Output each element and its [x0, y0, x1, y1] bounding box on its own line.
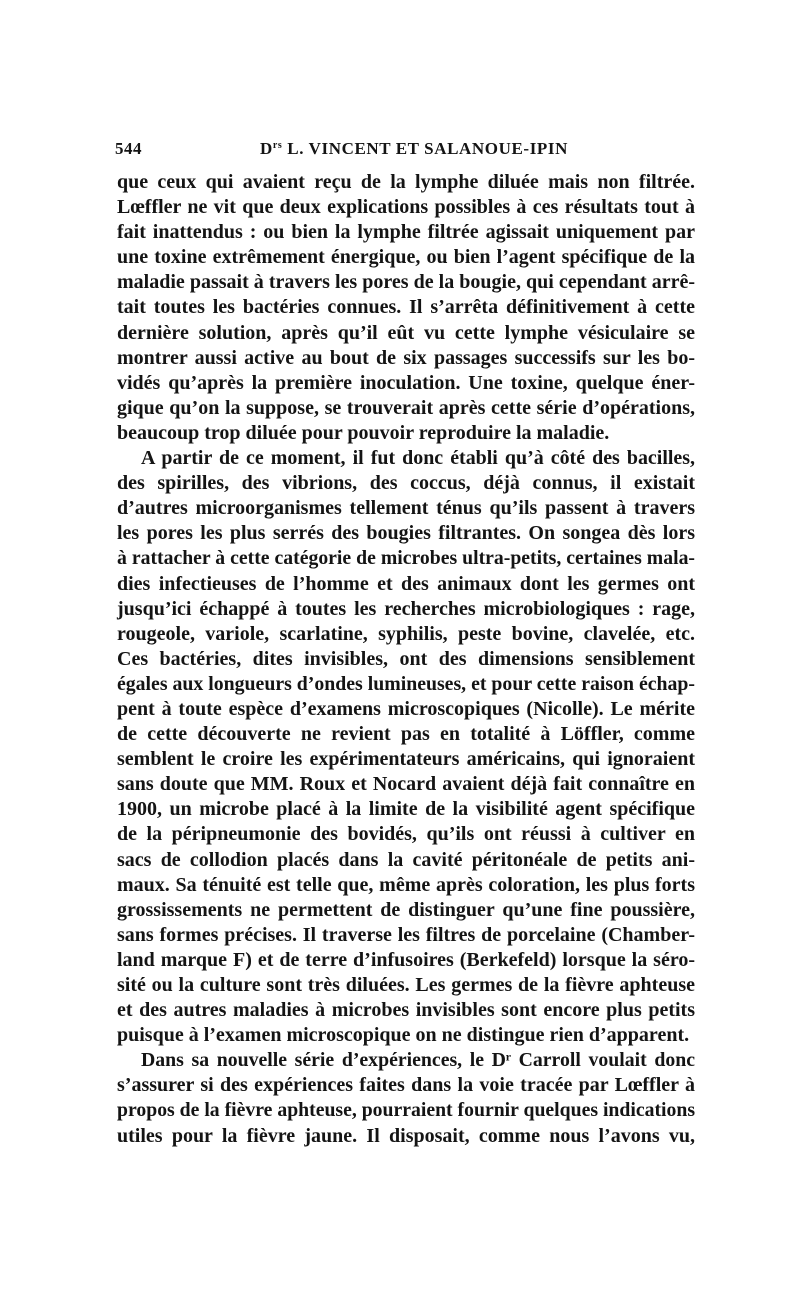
- text-line: les pores les plus serrés des bougies filtrantes. On songea dès lors: [117, 522, 695, 545]
- page-number: 544: [115, 139, 142, 158]
- text-line: puisque à l’examen microscopique on ne distingue rien d’apparent.: [117, 1024, 690, 1047]
- running-title-prefix: D: [260, 139, 273, 158]
- text-line: fait inattendus : ou bien la lymphe filtrée agissait uniquement par: [117, 221, 695, 244]
- text-line: utiles pour la fièvre jaune. Il disposait, comme nous l’avons vu,: [117, 1124, 695, 1147]
- text-line: égales aux longueurs d’ondes lumineuses, et pour cette raison échap-: [117, 672, 695, 695]
- text-line: Lœffler ne vit que deux explications possibles à ces résultats tout à: [117, 196, 695, 219]
- text-line: beaucoup trop diluée pour pouvoir reproduire la maladie.: [117, 421, 610, 444]
- running-title-superscript: rs: [272, 140, 283, 151]
- text-line: de la péripneumonie des bovidés, qu’ils ont réussi à cultiver en: [117, 823, 695, 846]
- text-line: de cette découverte ne revient pas en totalité à Löffler, comme: [117, 723, 695, 746]
- text-line: gique qu’on la suppose, se trouverait après cette série d’opérations,: [117, 396, 695, 419]
- text-line: maux. Sa ténuité est telle que, même après coloration, les plus forts: [117, 873, 695, 896]
- text-line: semblent le croire les expérimentateurs américains, qui ignoraient: [117, 748, 695, 771]
- text-line: dernière solution, après qu’il eût vu cette lymphe vésiculaire se: [117, 321, 695, 344]
- text-line: que ceux qui avaient reçu de la lymphe diluée mais non filtrée.: [117, 171, 695, 193]
- text-line: Dans sa nouvelle série d’expériences, le Dʳ Carroll voulait donc: [141, 1049, 695, 1072]
- text-line: montrer aussi active au bout de six passages successifs sur les bo-: [117, 346, 695, 369]
- text-line: maladie passait à travers les pores de la bougie, qui cependant arrê-: [117, 271, 695, 294]
- text-line: sans formes précises. Il traverse les filtres de porcelaine (Chamber-: [117, 923, 695, 946]
- text-line: propos de la fièvre aphteuse, pourraient fournir quelques indications: [117, 1099, 695, 1122]
- text-line: sans doute que MM. Roux et Nocard avaient déjà fait connaître en: [117, 773, 695, 796]
- text-line: à rattacher à cette catégorie de microbes ultra-petits, certaines mala-: [117, 547, 695, 570]
- text-line: sité ou la culture sont très diluées. Les germes de la fièvre aphteuse: [117, 974, 695, 996]
- text-line: jusqu’ici échappé à toutes les recherches microbiologiques : rage,: [117, 597, 695, 620]
- running-title: [260, 139, 568, 159]
- text-line: rougeole, variole, scarlatine, syphilis, peste bovine, clavelée, etc.: [117, 622, 695, 645]
- running-head: [115, 139, 693, 163]
- running-title-rest: L. VINCENT ET SALANOUE-IPIN: [282, 139, 568, 158]
- text-line: une toxine extrêmement énergique, ou bien l’agent spécifique de la: [117, 246, 695, 269]
- text-line: dies infectieuses de l’homme et des animaux dont les germes ont: [117, 572, 695, 595]
- text-line: pent à toute espèce d’examens microscopiques (Nicolle). Le mérite: [117, 697, 695, 720]
- text-line: A partir de ce moment, il fut donc établi qu’à côté des bacilles,: [141, 447, 695, 470]
- text-line: s’assurer si des expériences faites dans la voie tracée par Lœffler à: [117, 1074, 695, 1097]
- text-line: land marque F) et de terre d’infusoires (Berkefeld) lorsque la séro-: [117, 948, 695, 971]
- text-line: vidés qu’après la première inoculation. Une toxine, quelque éner-: [117, 371, 695, 394]
- text-line: tait toutes les bactéries connues. Il s’arrêta définitivement à cette: [117, 296, 695, 319]
- text-line: 1900, un microbe placé à la limite de la visibilité agent spécifique: [117, 798, 695, 821]
- text-line: grossissements ne permettent de distinguer qu’une fine poussière,: [117, 898, 695, 921]
- text-line: d’autres microorganismes tellement ténus qu’ils passent à travers: [117, 497, 695, 520]
- text-line: sacs de collodion placés dans la cavité péritonéale de petits ani-: [117, 848, 695, 871]
- body-text: [117, 170, 695, 1149]
- text-line: et des autres maladies à microbes invisibles sont encore plus petits: [117, 999, 695, 1022]
- text-line: des spirilles, des vibrions, des coccus, déjà connus, il existait: [117, 472, 695, 495]
- text-line: Ces bactéries, dites invisibles, ont des dimensions sensiblement: [117, 647, 695, 670]
